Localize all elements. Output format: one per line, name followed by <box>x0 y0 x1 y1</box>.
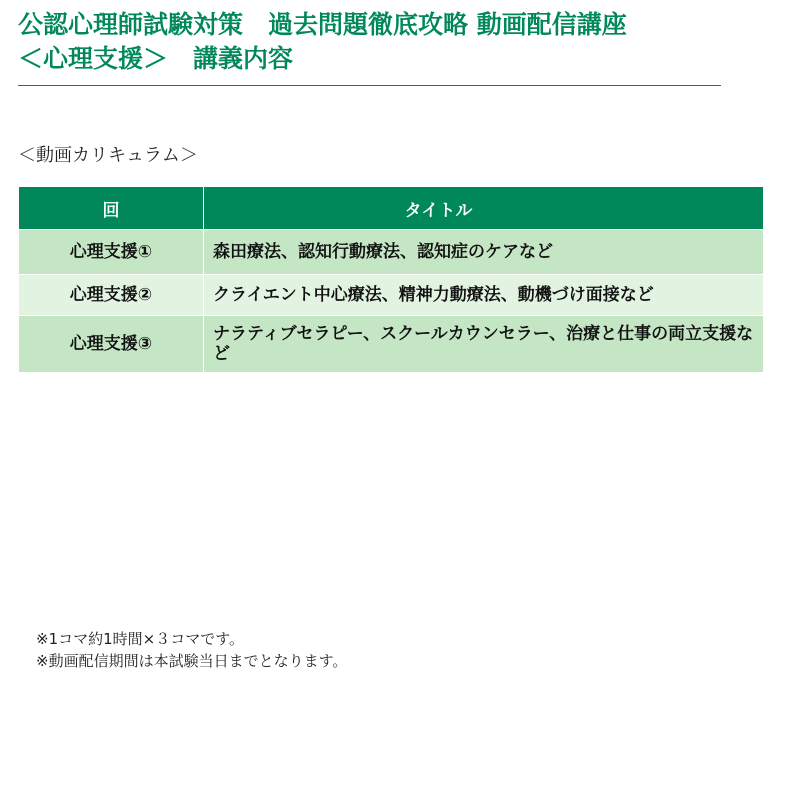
table-row <box>19 275 764 316</box>
table-cell-round: 心理支援② <box>19 275 204 316</box>
table-row <box>19 230 764 275</box>
page-title <box>18 8 778 76</box>
table-cell-title: クライエント中心療法、精神力動療法、動機づけ面接など <box>204 275 764 316</box>
page-title-line-2: ＜心理支援＞ 講義内容 <box>18 44 294 73</box>
column-header-round: 回 <box>19 187 204 230</box>
table-cell-round: 心理支援① <box>19 230 204 275</box>
table-row <box>19 316 764 373</box>
table-cell-title: ナラティブセラピー、スクールカウンセラー、治療と仕事の両立支援など <box>204 316 764 373</box>
curriculum-table <box>18 186 764 373</box>
footnote-delivery-period: ※動画配信期間は本試験当日までとなります。 <box>36 652 348 670</box>
page-title-line-1: 公認心理師試験対策 過去問題徹底攻略 動画配信講座 <box>18 10 627 39</box>
curriculum-table-header <box>19 187 764 230</box>
curriculum-table-body <box>19 230 764 373</box>
table-cell-title: 森田療法、認知行動療法、認知症のケアなど <box>204 230 764 275</box>
footnotes <box>36 628 347 672</box>
table-cell-round: 心理支援③ <box>19 316 204 373</box>
column-header-title: タイトル <box>204 187 764 230</box>
curriculum-heading: ＜動画カリキュラム＞ <box>18 145 198 166</box>
footnote-session-count: ※1コマ約1時間×３コマです。 <box>36 630 245 648</box>
title-divider <box>18 85 721 86</box>
table-header-row <box>19 187 764 230</box>
